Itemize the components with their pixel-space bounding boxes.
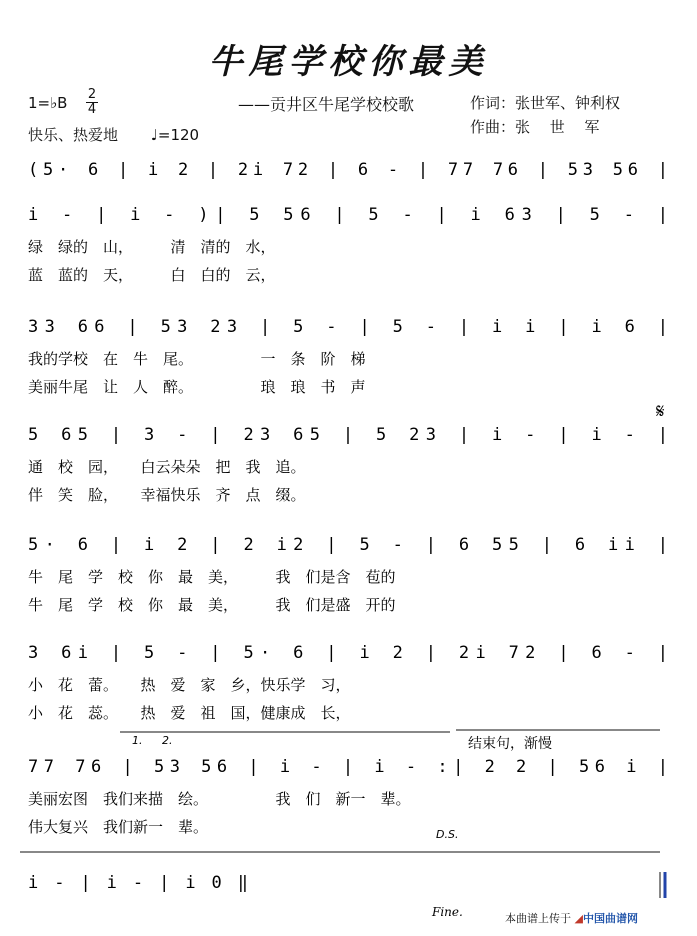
ds-marking: D.S. xyxy=(436,828,459,841)
tempo-text: 快乐、热爱地 xyxy=(28,126,119,144)
ending-note: 结束句，渐慢 xyxy=(468,736,552,752)
notation-row: 3 6i | 5 - | 5· 6 | i 2 | 2i 72 | 6 - | xyxy=(28,643,669,663)
notation-row: 5 65 | 3 - | 23 65 | 5 23 | i - | i - | xyxy=(28,425,669,445)
notation-row: i - | i - | i 0 ‖ xyxy=(28,873,248,893)
lyricist-credit: 作词：张世军、钟利权 xyxy=(470,94,621,112)
lyrics-verse-1: 小 花 蕾。 热 爱 家 乡，快乐学 习， xyxy=(28,676,351,694)
lyrics-verse-1: 我的学校 在 牛 尾。 一 条 阶 梯 xyxy=(28,350,366,368)
tempo-value: ♩=120 xyxy=(150,126,200,144)
notation-row: 5· 6 | i 2 | 2 i2 | 5 - | 6 55 | 6 ii | xyxy=(28,535,669,555)
notation-row: (5· 6 | i 2 | 2i 72 | 6 - | 77 76 | 53 56 | xyxy=(28,160,669,180)
fine-marking: Fine. xyxy=(432,905,463,919)
lyrics-verse-2: 牛 尾 学 校 你 最 美， 我 们是盛 开的 xyxy=(28,596,396,614)
lyrics-verse-1: 通 校 园， 白云朵朵 把 我 追。 xyxy=(28,458,306,476)
footer-prefix: 本曲谱上传于 xyxy=(505,912,571,925)
lyrics-verse-2: 蓝 蓝的 天， 白 白的 云， xyxy=(28,266,276,284)
notation-row: 77 76 | 53 56 | i - | i - :| 2 2 | 56 i | xyxy=(28,757,668,777)
time-bottom: 4 xyxy=(87,102,97,117)
site-logo: ◢ xyxy=(574,912,583,925)
notation-row: 33 66 | 53 23 | 5 - | 5 - | i i | i 6 | xyxy=(28,317,669,337)
lyrics-verse-1: 绿 绿的 山， 清 清的 水， xyxy=(28,238,276,256)
time-top: 2 xyxy=(87,87,97,102)
lyrics-verse-1: 美丽宏图 我们来描 绘。 我 们 新一 辈。 xyxy=(28,790,411,808)
composer-credit: 作曲：张 世 军 xyxy=(470,118,600,136)
footer-watermark xyxy=(505,910,638,926)
subtitle: ——贡井区牛尾学校校歌 xyxy=(238,95,415,114)
lyrics-verse-2: 伟大复兴 我们新一 辈。 xyxy=(28,818,209,836)
lyrics-verse-1: 牛 尾 学 校 你 最 美， 我 们是含 苞的 xyxy=(28,568,396,586)
segno-sign: 𝄋 xyxy=(656,399,665,423)
lyrics-verse-2: 伴 笑 脸， 幸福快乐 齐 点 缀。 xyxy=(28,486,306,504)
notation-row: i - | i - )| 5 56 | 5 - | i 63 | 5 - | xyxy=(28,205,668,225)
site-name: 中国曲谱网 xyxy=(582,912,638,925)
volta-1-label: 1. xyxy=(132,734,143,747)
lyrics-verse-2: 美丽牛尾 让 人 醉。 琅 琅 书 声 xyxy=(28,378,366,396)
key-signature: 1=♭B xyxy=(28,94,68,112)
page-title: 牛尾学校你最美 xyxy=(208,42,489,82)
lyrics-verse-2: 小 花 蕊。 热 爱 祖 国，健康成 长， xyxy=(28,704,351,722)
volta-2-label: 2. xyxy=(162,734,173,747)
